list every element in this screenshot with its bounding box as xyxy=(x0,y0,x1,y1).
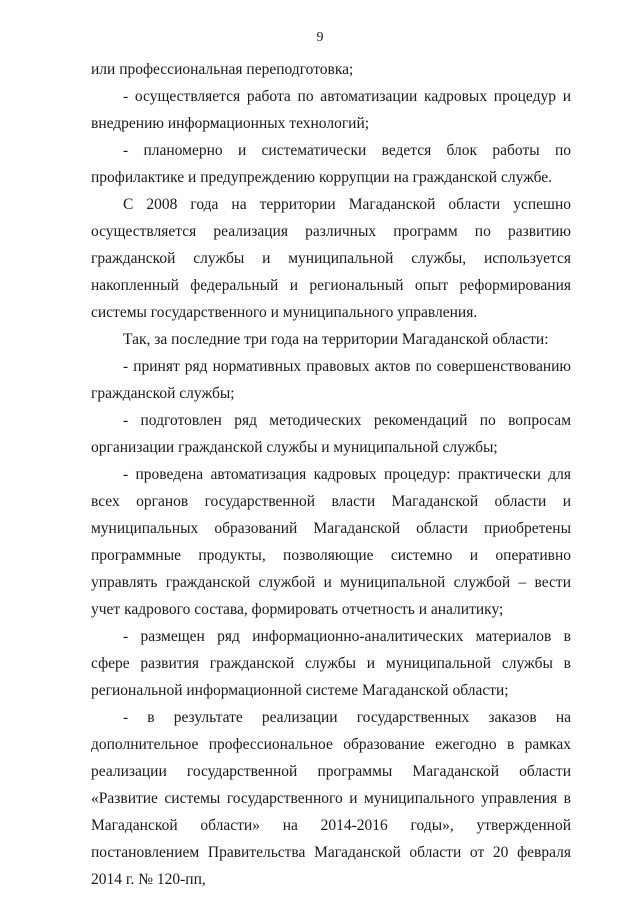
list-item-methodical-recommendations: - подготовлен ряд методических рекомендаций по вопросам организации гражданской службы и муниципальной службы; xyxy=(91,412,571,456)
paragraph-since-2008: С 2008 года на территории Магаданской области успешно осуществляется реализация различных программ по развитию гражданской службы и муниципальной службы, используется накопленный федеральный и региональный опыт реформирования системы государственного и муниципального управления. xyxy=(91,196,571,321)
list-item-anticorruption: - планомерно и систематически ведется блок работы по профилактике и предупреждению коррупции на гражданской службе. xyxy=(91,142,571,186)
list-item-information-materials: - размещен ряд информационно-аналитических материалов в сфере развития гражданской службы и муниципальной службы в региональной информационной системе Магаданской области; xyxy=(91,628,571,699)
paragraph-last-three-years: Так, за последние три года на территории Магаданской области: xyxy=(123,331,549,348)
list-item-state-orders: - в результате реализации государственных заказов на дополнительное профессиональное образование ежегодно в рамках реализации государственной программы Магаданской области «Развитие системы государственного и муниципального управления в Магаданской области» на 2014-2016 годы», утвержденной постановлением Правительства Магаданской области от 20 февраля 2014 г. № 120-пп, xyxy=(91,709,571,888)
list-item-normative-acts: - принят ряд нормативных правовых актов по совершенствованию гражданской службы; xyxy=(91,358,571,402)
page-number: 9 xyxy=(316,30,324,45)
list-item-hr-automation: - проведена автоматизация кадровых процедур: практически для всех органов государственной власти Магаданской области и муниципальных образований Магаданской области приобретены программные продукты, позволяющие системно и оперативно управлять гражданской службой и муниципальной службой – вести учет кадрового состава, формировать отчетность и аналитику; xyxy=(91,466,571,618)
paragraph-continuation: или профессиональная переподготовка; xyxy=(91,61,354,78)
list-item-automation: - осуществляется работа по автоматизации кадровых процедур и внедрению информационных технологий; xyxy=(91,88,571,132)
document-body xyxy=(91,56,571,893)
